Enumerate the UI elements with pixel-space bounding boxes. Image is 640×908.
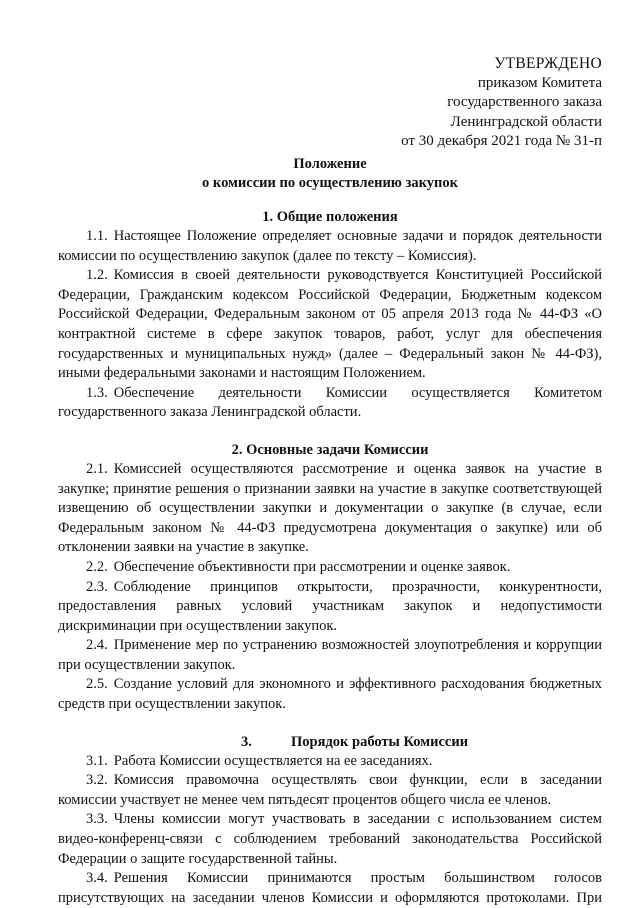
- paragraph-number: 2.4.: [86, 637, 108, 654]
- approval-line: государственного заказа: [447, 94, 602, 110]
- paragraph-number: 2.2.: [86, 558, 108, 575]
- paragraph-text: Соблюдение принципов открытости, прозрачности, конкурентности, предоставления равных условий участникам закупок и недопустимости дискриминации при осуществлении закупок.: [58, 578, 602, 634]
- document-title: [80, 155, 580, 193]
- paragraph-number: 1.2.: [86, 267, 108, 284]
- section-heading-3: [58, 732, 602, 752]
- document-body: [58, 207, 602, 908]
- paragraph-number: 2.1.: [86, 460, 108, 477]
- paragraph-2-4: [58, 636, 602, 675]
- paragraph-3-4: [58, 869, 602, 908]
- paragraph-1-3: [58, 384, 602, 423]
- approval-line: приказом Комитета: [477, 74, 602, 91]
- paragraph-1-1: [58, 227, 602, 266]
- paragraph-2-3: [58, 578, 602, 637]
- paragraph-number: 1.3.: [86, 384, 108, 401]
- paragraph-number: 1.1.: [86, 228, 108, 244]
- title-line-2: о комиссии по осуществлению закупок: [202, 175, 458, 191]
- paragraph-2-2: [58, 558, 602, 578]
- paragraph-text: Решения Комиссии принимаются простым большинством голосов присутствующих на заседании членов Комиссии и оформляются протоколами. При: [58, 870, 602, 906]
- paragraph-2-5: [58, 675, 602, 714]
- title-line-1: Положение: [293, 156, 367, 172]
- paragraph-2-1: [58, 460, 602, 558]
- paragraph-text: Настоящее Положение определяет основные задачи и порядок деятельности комиссии по осуществлению закупок (далее по тексту – Комиссия).: [58, 228, 602, 264]
- paragraph-text: Обеспечение объективности при рассмотрении и оценке заявок.: [113, 558, 511, 575]
- paragraph-number: 3.4.: [86, 870, 108, 887]
- approval-stamp: [342, 54, 602, 152]
- paragraph-number: 2.3.: [86, 578, 108, 595]
- paragraph-text: Члены комиссии могут участвовать в заседании с использованием систем видео-конференц-связи с соблюдением требований законодательства Российской Федерации о защите государственной тайны.: [58, 811, 602, 867]
- approval-order-date: от 30 декабря 2021 года № 31-п: [401, 133, 602, 149]
- paragraph-text: Обеспечение деятельности Комиссии осуществляется Комитетом государственного заказа Ленинградской области.: [58, 384, 602, 421]
- paragraph-3-1: [58, 752, 602, 772]
- paragraph-3-3: [58, 810, 602, 869]
- paragraph-text: Создание условий для экономного и эффективного расходования бюджетных средств при осуществлении закупок.: [58, 676, 602, 713]
- section-title: Порядок работы Комиссии: [291, 733, 469, 750]
- paragraph-number: 3.3.: [86, 811, 108, 828]
- approval-heading: УТВЕРЖДЕНО: [494, 55, 602, 72]
- paragraph-3-2: [58, 771, 602, 810]
- paragraph-text: Работа Комиссии осуществляется на ее заседаниях.: [113, 752, 433, 769]
- paragraph-1-2: [58, 266, 602, 384]
- section-heading-2: 2. Основные задачи Комиссии: [231, 441, 429, 458]
- paragraph-text: Комиссия в своей деятельности руководствуется Конституцией Российской Федерации, Гражданским кодексом Российской Федерации, Бюджетным кодексом Российской Федерации, Федеральным законом от 05 апреля 2013 года № 44-ФЗ «О контрактной системе в сфере закупок товаров, работ, услуг для обеспечения государственных и муниципальных нужд» (далее – Федеральный закон № 44-ФЗ), иными федеральными законами и настоящим Положением.: [58, 267, 602, 382]
- section-number: 3.: [241, 733, 252, 750]
- section-heading-1: 1. Общие положения: [262, 209, 398, 225]
- paragraph-number: 2.5.: [86, 676, 108, 693]
- paragraph-text: Комиссией осуществляются рассмотрение и оценка заявок на участие в закупке; принятие решения о признании заявки на участие в закупке соответствующей извещению об осуществлении закупки и документации о закупке (в случае, если Федеральным законом № 44-ФЗ предусмотрена документация о закупке) или об отклонении заявки на участие в закупке.: [58, 460, 602, 556]
- paragraph-text: Комиссия правомочна осуществлять свои функции, если в заседании комиссии участвует не менее чем пятьдесят процентов общего числа ее членов.: [58, 772, 602, 808]
- paragraph-text: Применение мер по устранению возможностей злоупотребления и коррупции при осуществлении закупок.: [58, 637, 602, 673]
- paragraph-number: 3.2.: [86, 772, 108, 789]
- paragraph-number: 3.1.: [86, 752, 108, 769]
- approval-line: Ленинградской области: [450, 113, 602, 130]
